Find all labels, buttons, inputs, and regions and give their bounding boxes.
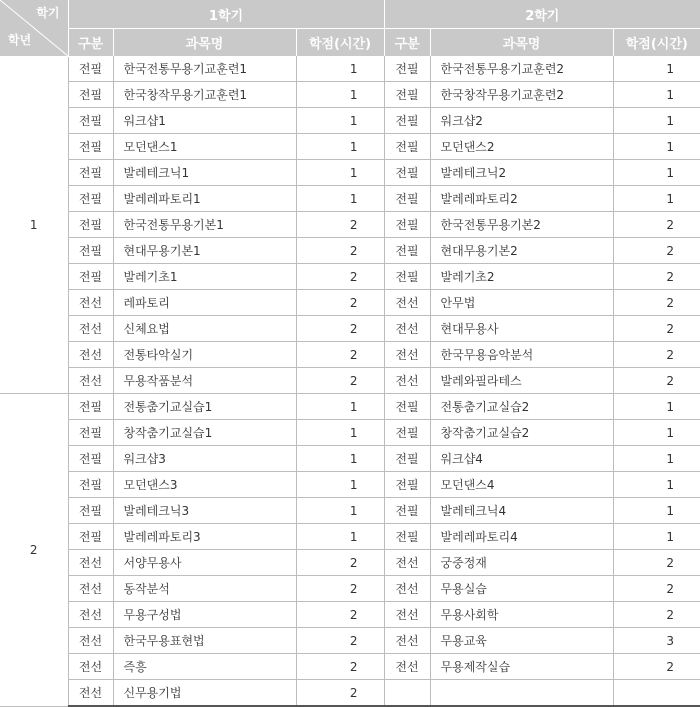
- s2-course-type: 전선: [384, 368, 430, 394]
- s1-course-name: 신체요법: [113, 316, 296, 342]
- table-row: [0, 186, 700, 212]
- s2-course-type: 전필: [384, 186, 430, 212]
- s2-course-name: 워크샵2: [430, 108, 613, 134]
- s2-course-type: 전선: [384, 290, 430, 316]
- s2-course-credit: 1: [613, 108, 700, 134]
- s1-course-type: 전필: [68, 108, 113, 134]
- s2-course-credit: 1: [613, 420, 700, 446]
- s1-course-type: 전선: [68, 680, 113, 707]
- s2-course-credit: 2: [613, 368, 700, 394]
- s2-credit-header: 학점(시간): [613, 29, 700, 57]
- table-row: [0, 264, 700, 290]
- s2-course-type: 전선: [384, 602, 430, 628]
- s1-course-type: 전필: [68, 498, 113, 524]
- s1-course-type: 전선: [68, 342, 113, 368]
- s1-course-name: 무용작품분석: [113, 368, 296, 394]
- table-row: [0, 654, 700, 680]
- s2-course-type: 전필: [384, 420, 430, 446]
- s1-course-type: 전필: [68, 446, 113, 472]
- s1-credit-header: 학점(시간): [296, 29, 384, 57]
- s2-course-name: 한국창작무용기교훈련2: [430, 82, 613, 108]
- s1-course-type: 전필: [68, 82, 113, 108]
- s2-course-name: 발레와필라테스: [430, 368, 613, 394]
- s1-course-credit: 1: [296, 56, 384, 82]
- s2-course-name: [430, 680, 613, 707]
- s2-course-name: 발레기초2: [430, 264, 613, 290]
- s2-course-credit: 1: [613, 446, 700, 472]
- s2-course-credit: 1: [613, 498, 700, 524]
- s2-course-credit: 2: [613, 342, 700, 368]
- s2-course-type: 전필: [384, 524, 430, 550]
- s2-course-type: 전필: [384, 134, 430, 160]
- s1-course-name: 전통춤기교실습1: [113, 394, 296, 420]
- s1-course-name: 워크샵1: [113, 108, 296, 134]
- s1-course-name: 모던댄스3: [113, 472, 296, 498]
- s1-course-name: 한국전통무용기본1: [113, 212, 296, 238]
- s2-course-credit: 1: [613, 524, 700, 550]
- s2-course-name: 한국전통무용기교훈련2: [430, 56, 613, 82]
- s1-course-type: 전필: [68, 160, 113, 186]
- corner-term-label: 학기: [36, 6, 60, 20]
- s2-course-type: 전필: [384, 108, 430, 134]
- s1-course-type: 전필: [68, 56, 113, 82]
- s1-course-credit: 2: [296, 290, 384, 316]
- s1-course-name: 즉흥: [113, 654, 296, 680]
- s2-course-type: 전필: [384, 264, 430, 290]
- year-label: 1: [0, 56, 68, 394]
- s2-course-type: 전필: [384, 446, 430, 472]
- semester-2-header: 2학기: [384, 0, 700, 29]
- s1-course-credit: 2: [296, 212, 384, 238]
- s2-course-type: 전선: [384, 628, 430, 654]
- s1-course-name: 서양무용사: [113, 550, 296, 576]
- s2-course-type: 전선: [384, 342, 430, 368]
- s2-course-name: 발레레파토리2: [430, 186, 613, 212]
- s1-course-credit: 1: [296, 472, 384, 498]
- table-row: [0, 524, 700, 550]
- s1-course-credit: 2: [296, 368, 384, 394]
- s2-course-credit: 1: [613, 160, 700, 186]
- s1-gubun-header: 구분: [68, 29, 113, 57]
- s1-course-name: 발레테크닉3: [113, 498, 296, 524]
- table-row: [0, 550, 700, 576]
- s2-course-name: 무용교육: [430, 628, 613, 654]
- s1-course-credit: 1: [296, 446, 384, 472]
- s1-course-credit: 2: [296, 576, 384, 602]
- s2-course-credit: 1: [613, 56, 700, 82]
- s2-course-credit: 2: [613, 212, 700, 238]
- s1-course-credit: 2: [296, 680, 384, 707]
- table-row: [0, 628, 700, 654]
- table-row: [0, 680, 700, 707]
- s1-course-credit: 1: [296, 82, 384, 108]
- s1-course-credit: 1: [296, 498, 384, 524]
- s1-course-name: 워크샵3: [113, 446, 296, 472]
- s2-course-type: 전필: [384, 212, 430, 238]
- s2-course-name: 발레테크닉2: [430, 160, 613, 186]
- s2-course-name: 현대무용사: [430, 316, 613, 342]
- s1-name-header: 과목명: [113, 29, 296, 57]
- s2-course-credit: [613, 680, 700, 707]
- s1-course-name: 동작분석: [113, 576, 296, 602]
- s1-course-type: 전필: [68, 238, 113, 264]
- s2-course-type: 전필: [384, 56, 430, 82]
- s1-course-type: 전선: [68, 368, 113, 394]
- s2-course-credit: 1: [613, 134, 700, 160]
- s1-course-type: 전필: [68, 394, 113, 420]
- s2-course-type: 전필: [384, 82, 430, 108]
- s1-course-credit: 1: [296, 394, 384, 420]
- s2-course-name: 무용사회학: [430, 602, 613, 628]
- s1-course-name: 발레테크닉1: [113, 160, 296, 186]
- s1-course-name: 창작춤기교실습1: [113, 420, 296, 446]
- s2-course-name: 워크샵4: [430, 446, 613, 472]
- s2-course-credit: 2: [613, 290, 700, 316]
- s2-course-credit: 1: [613, 82, 700, 108]
- s2-course-name: 현대무용기본2: [430, 238, 613, 264]
- s1-course-credit: 2: [296, 654, 384, 680]
- s1-course-name: 신무용기법: [113, 680, 296, 707]
- table-row: [0, 446, 700, 472]
- s2-course-name: 창작춤기교실습2: [430, 420, 613, 446]
- s1-course-name: 모던댄스1: [113, 134, 296, 160]
- s1-course-type: 전필: [68, 134, 113, 160]
- table-row: [0, 368, 700, 394]
- table-row: [0, 472, 700, 498]
- s2-course-credit: 2: [613, 238, 700, 264]
- corner-cell: [0, 0, 68, 56]
- corner-year-label: 학년: [8, 32, 32, 47]
- s1-course-type: 전필: [68, 472, 113, 498]
- s2-course-credit: 2: [613, 264, 700, 290]
- s1-course-type: 전선: [68, 290, 113, 316]
- s1-course-credit: 1: [296, 134, 384, 160]
- s2-course-name: 전통춤기교실습2: [430, 394, 613, 420]
- s1-course-type: 전필: [68, 420, 113, 446]
- s2-course-credit: 2: [613, 550, 700, 576]
- s1-course-name: 무용구성법: [113, 602, 296, 628]
- s1-course-name: 한국무용표현법: [113, 628, 296, 654]
- s2-name-header: 과목명: [430, 29, 613, 57]
- s2-course-type: 전선: [384, 550, 430, 576]
- s1-course-credit: 2: [296, 342, 384, 368]
- s1-course-credit: 2: [296, 316, 384, 342]
- table-row: [0, 108, 700, 134]
- table-row: [0, 56, 700, 82]
- s2-course-credit: 1: [613, 186, 700, 212]
- table-row: [0, 342, 700, 368]
- s1-course-name: 현대무용기본1: [113, 238, 296, 264]
- table-row: [0, 82, 700, 108]
- table-body: [0, 56, 700, 706]
- s1-course-name: 발레기초1: [113, 264, 296, 290]
- table-row: [0, 134, 700, 160]
- s2-course-name: 모던댄스4: [430, 472, 613, 498]
- s2-course-name: 무용실습: [430, 576, 613, 602]
- s1-course-type: 전필: [68, 264, 113, 290]
- s2-course-credit: 2: [613, 316, 700, 342]
- s2-course-name: 발레테크닉4: [430, 498, 613, 524]
- s2-course-type: 전필: [384, 160, 430, 186]
- s2-course-type: 전필: [384, 472, 430, 498]
- s1-course-name: 발레레파토리1: [113, 186, 296, 212]
- s2-course-name: 한국전통무용기본2: [430, 212, 613, 238]
- s1-course-credit: 1: [296, 108, 384, 134]
- table-row: [0, 498, 700, 524]
- table-row: [0, 420, 700, 446]
- s1-course-credit: 2: [296, 550, 384, 576]
- table-row: [0, 160, 700, 186]
- s2-course-name: 궁중정재: [430, 550, 613, 576]
- table-row: [0, 238, 700, 264]
- s2-gubun-header: 구분: [384, 29, 430, 57]
- s2-course-type: 전선: [384, 654, 430, 680]
- s1-course-credit: 1: [296, 186, 384, 212]
- year-label: 2: [0, 394, 68, 707]
- s2-course-name: 안무법: [430, 290, 613, 316]
- s2-course-credit: 3: [613, 628, 700, 654]
- s2-course-name: 한국무용음악분석: [430, 342, 613, 368]
- s1-course-type: 전필: [68, 212, 113, 238]
- table-row: [0, 290, 700, 316]
- s1-course-name: 한국창작무용기교훈련1: [113, 82, 296, 108]
- s1-course-type: 전선: [68, 316, 113, 342]
- s1-course-type: 전선: [68, 550, 113, 576]
- table-row: [0, 394, 700, 420]
- s2-course-name: 모던댄스2: [430, 134, 613, 160]
- s1-course-type: 전필: [68, 524, 113, 550]
- s2-course-credit: 1: [613, 472, 700, 498]
- table-row: [0, 212, 700, 238]
- s1-course-credit: 2: [296, 602, 384, 628]
- table-row: [0, 316, 700, 342]
- s1-course-credit: 2: [296, 264, 384, 290]
- table-row: [0, 576, 700, 602]
- table-header: [0, 0, 700, 56]
- s1-course-name: 한국전통무용기교훈련1: [113, 56, 296, 82]
- s1-course-type: 전선: [68, 628, 113, 654]
- s1-course-name: 발레레파토리3: [113, 524, 296, 550]
- s2-course-type: [384, 680, 430, 707]
- s1-course-type: 전선: [68, 602, 113, 628]
- s2-course-credit: 2: [613, 576, 700, 602]
- s2-course-credit: 2: [613, 654, 700, 680]
- s2-course-type: 전필: [384, 498, 430, 524]
- s2-course-type: 전필: [384, 238, 430, 264]
- s1-course-credit: 1: [296, 420, 384, 446]
- s1-course-type: 전선: [68, 654, 113, 680]
- s2-course-type: 전필: [384, 394, 430, 420]
- table-row: [0, 602, 700, 628]
- s1-course-type: 전필: [68, 186, 113, 212]
- s1-course-credit: 1: [296, 160, 384, 186]
- s1-course-credit: 2: [296, 628, 384, 654]
- s2-course-type: 전선: [384, 576, 430, 602]
- s1-course-name: 레파토리: [113, 290, 296, 316]
- s1-course-type: 전선: [68, 576, 113, 602]
- s1-course-name: 전통타악실기: [113, 342, 296, 368]
- s2-course-name: 무용제작실습: [430, 654, 613, 680]
- s2-course-credit: 2: [613, 602, 700, 628]
- s2-course-type: 전선: [384, 316, 430, 342]
- s1-course-credit: 2: [296, 238, 384, 264]
- s2-course-credit: 1: [613, 394, 700, 420]
- s1-course-credit: 1: [296, 524, 384, 550]
- s2-course-name: 발레레파토리4: [430, 524, 613, 550]
- semester-1-header: 1학기: [68, 0, 384, 29]
